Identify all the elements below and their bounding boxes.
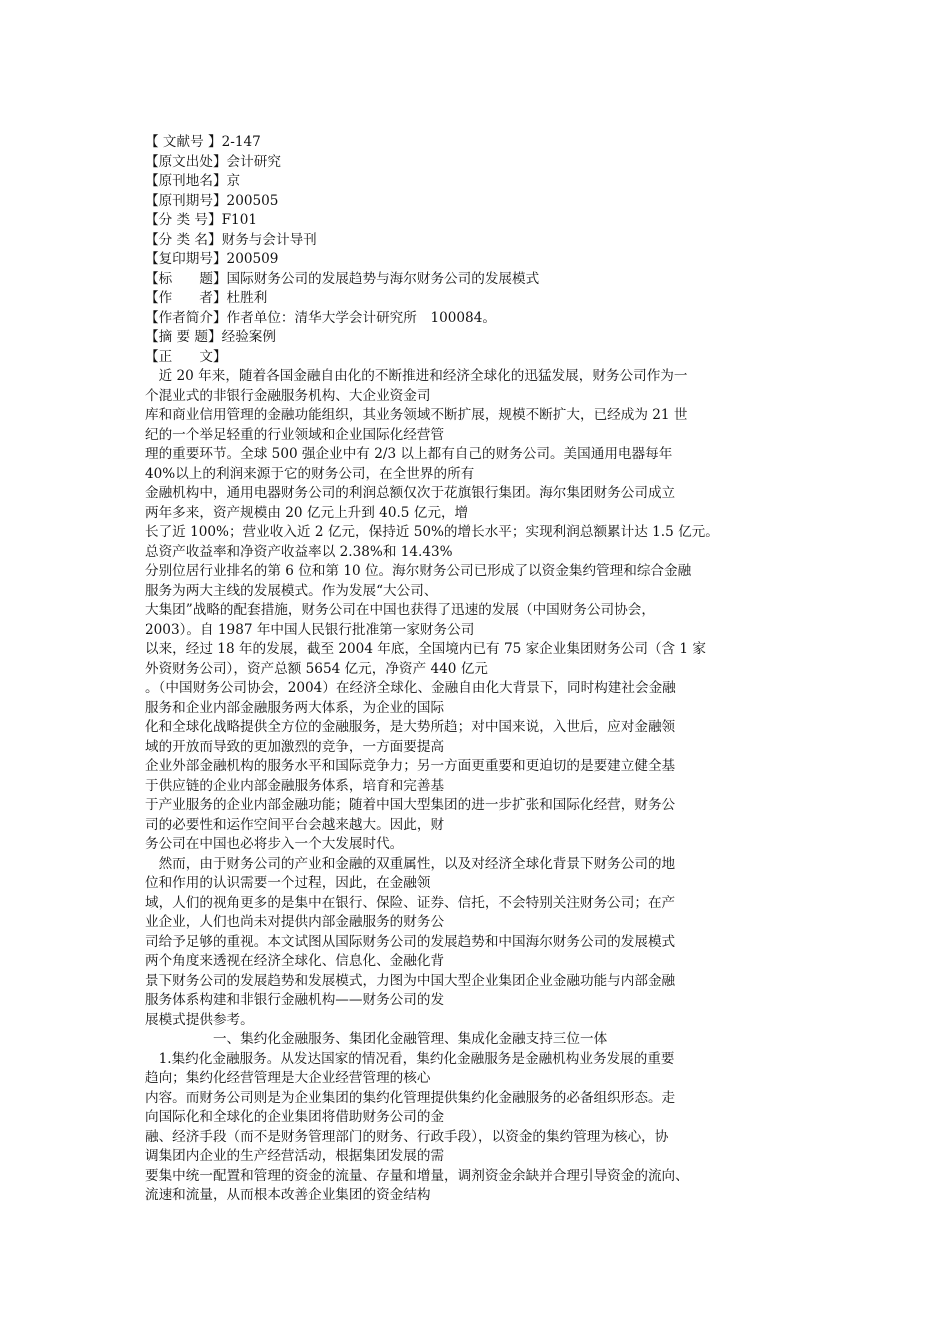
text-line: 【原刊地名】京 <box>145 173 241 189</box>
text-line: 【原刊期号】200505 <box>145 192 279 209</box>
text-line: 于供应链的企业内部金融服务体系，培育和完善基 <box>145 777 445 794</box>
text-line: 总资产收益率和净资产收益率以 2.38%和 14.43% <box>145 543 453 560</box>
text-line: 企业外部金融机构的服务水平和国际竞争力；另一方面更重要和更迫切的是要建立健全基 <box>145 758 676 774</box>
text-line: 外资财务公司），资产总额 5654 亿元，净资产 440 亿元 <box>145 660 488 677</box>
text-line: 域，人们的视角更多的是集中在银行、保险、证券、信托，不会特别关注财务公司；在产 <box>145 894 676 911</box>
text-line: 司的必要性和运作空间平台会越来越大。因此，财 <box>145 816 445 833</box>
text-line: 。（中国财务公司协会，2004）在经济全球化、金融自由化大背景下，同时构建社会金融 <box>145 680 676 696</box>
text-line: 【作 者】杜胜利 <box>145 290 268 306</box>
text-line: 【作者简介】作者单位：清华大学会计研究所 100084。 <box>145 309 496 326</box>
text-line: 1.集约化金融服务。从发达国家的情况看，集约化金融服务是金融机构业务发展的重要 <box>145 1050 675 1067</box>
text-line: 2003）。自 1987 年中国人民银行批准第一家财务公司 <box>145 621 475 638</box>
text-line: 两年多来，资产规模由 20 亿元上升到 40.5 亿元，增 <box>145 504 469 521</box>
text-line: 于产业服务的企业内部金融功能；随着中国大型集团的进一步扩张和国际化经营，财务公 <box>145 797 676 813</box>
text-line: 【分 类 名】财务与会计导刊 <box>145 231 317 248</box>
text-line: 服务为两大主线的发展模式。作为发展“大公司、 <box>145 582 438 599</box>
text-line: 一、集约化金融服务、集团化金融管理、集成化金融支持三位一体 <box>145 1031 608 1047</box>
text-line: 务公司在中国也必将步入一个大发展时代。 <box>145 836 404 852</box>
text-line: 业企业，人们也尚未对提供内部金融服务的财务公 <box>145 914 445 930</box>
text-line: 金融机构中，通用电器财务公司的利润总额仅次于花旗银行集团。海尔集团财务公司成立 <box>145 485 676 501</box>
text-line: 司给予足够的重视。本文试图从国际财务公司的发展趋势和中国海尔财务公司的发展模式 <box>145 933 676 950</box>
text-line: 趋向；集约化经营管理是大企业经营管理的核心 <box>145 1070 431 1086</box>
text-line: 要集中统一配置和管理的资金的流量、存量和增量，调剂资金余缺并合理引导资金的流向、 <box>145 1167 689 1184</box>
text-line: 调集团内企业的生产经营活动，根据集团发展的需 <box>145 1148 445 1164</box>
text-line: 融、经济手段（而不是财务管理部门的财务、行政手段），以资金的集约管理为核心，协 <box>145 1128 669 1145</box>
text-line: 个混业式的非银行金融服务机构、大企业资金司 <box>145 387 431 404</box>
text-line: 化和全球化战略提供全方位的金融服务，是大势所趋；对中国来说，入世后，应对金融领 <box>145 719 676 735</box>
text-line: 理的重要环节。全球 500 强企业中有 2/3 以上都有自己的财务公司。美国通用电器每年 <box>145 446 673 462</box>
text-line: 【原文出处】会计研究 <box>145 153 281 170</box>
text-line: 位和作用的认识需要一个过程，因此，在金融领 <box>145 875 431 891</box>
text-line: 40%以上的利润来源于它的财务公司，在全世界的所有 <box>145 465 475 482</box>
text-line: 流速和流量，从而根本改善企业集团的资金结构 <box>145 1187 431 1203</box>
text-line: 域的开放而导致的更加激烈的竞争，一方面要提高 <box>145 738 445 755</box>
text-line: 服务和企业内部金融服务两大体系，为企业的国际 <box>145 699 445 716</box>
document-page <box>145 133 815 1206</box>
text-line: 两个角度来透视在经济全球化、信息化、金融化背 <box>145 953 445 969</box>
text-line: 长了近 100%；营业收入近 2 亿元，保持近 50%的增长水平；实现利润总额累计达 1.5 亿元。 <box>145 524 719 540</box>
text-line: 向国际化和全球化的企业集团将借助财务公司的金 <box>145 1109 445 1125</box>
text-line: 分别位居行业排名的第 6 位和第 10 位。海尔财务公司已形成了以资金集约管理和综合金融 <box>145 563 692 579</box>
text-line: 【摘 要 题】经验案例 <box>145 329 276 345</box>
text-line: 【正 文】 <box>145 348 227 365</box>
text-line: 【 文献号 】2-147 <box>145 134 261 150</box>
text-line: 内容。而财务公司则是为企业集团的集约化管理提供集约化金融服务的必备组织形态。走 <box>145 1089 676 1106</box>
text-line: 然而，由于财务公司的产业和金融的双重属性，以及对经济全球化背景下财务公司的地 <box>145 855 676 872</box>
text-line: 【复印期号】200509 <box>145 251 279 267</box>
text-line: 近 20 年来，随着各国金融自由化的不断推进和经济全球化的迅猛发展，财务公司作为一 <box>145 368 688 384</box>
text-line: 展模式提供参考。 <box>145 1011 254 1028</box>
text-line: 景下财务公司的发展趋势和发展模式，力图为中国大型企业集团企业金融功能与内部金融 <box>145 972 676 989</box>
text-line: 以来，经过 18 年的发展，截至 2004 年底，全国境内已有 75 家企业集团财务公司（含 1 家 <box>145 641 706 657</box>
text-line: 【标 题】国际财务公司的发展趋势与海尔财务公司的发展模式 <box>145 270 540 287</box>
text-line: 大集团”战略的配套措施，财务公司在中国也获得了迅速的发展（中国财务公司协会， <box>145 602 655 618</box>
text-line: 【分 类 号】F101 <box>145 212 257 228</box>
text-line: 服务体系构建和非银行金融机构——财务公司的发 <box>145 992 445 1008</box>
text-line: 库和商业信用管理的金融功能组织，其业务领域不断扩展，规模不断扩大，已经成为 21 世 <box>145 407 688 423</box>
text-line: 纪的一个举足轻重的行业领域和企业国际化经营管 <box>145 426 445 443</box>
